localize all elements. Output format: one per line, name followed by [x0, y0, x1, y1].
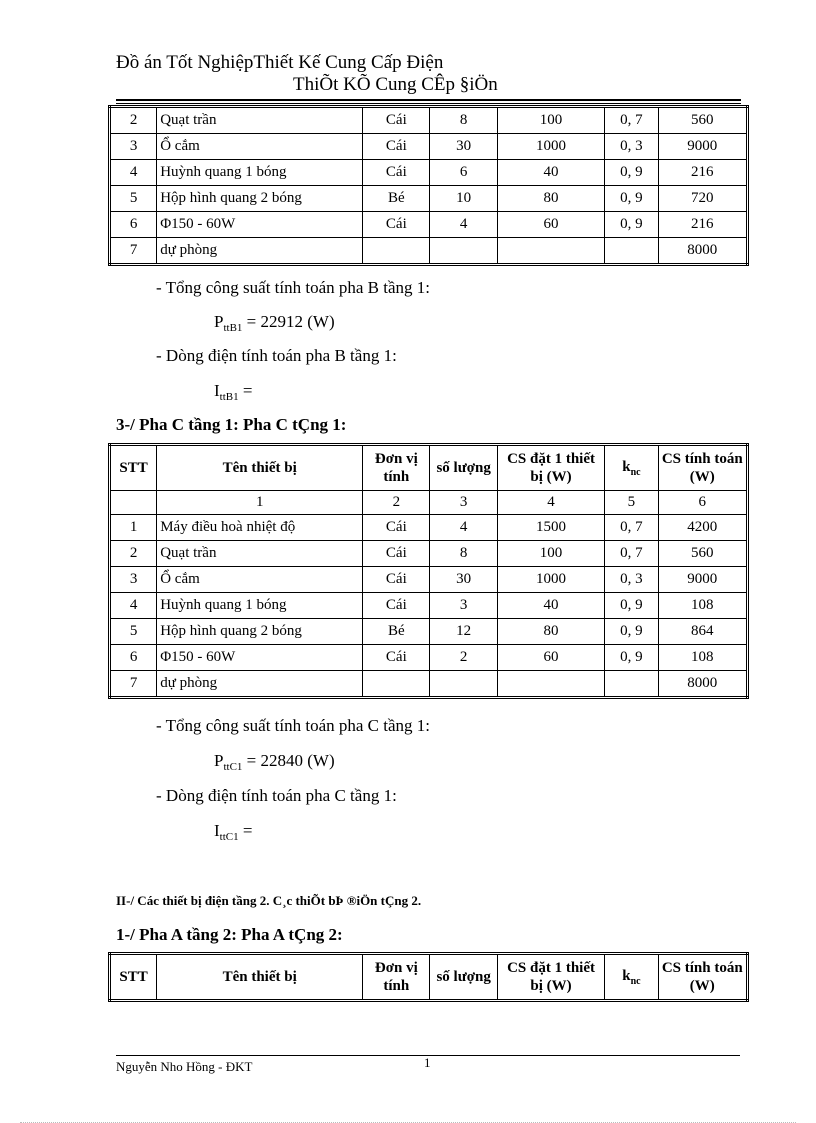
table-row: [110, 212, 748, 238]
table-cell: Cái: [363, 645, 430, 671]
table-cell: 4: [430, 515, 497, 541]
header-cs-dat: CS đặt 1 thiết bị (W): [497, 445, 605, 491]
table-cell: 4: [430, 212, 497, 238]
table-cell: 6: [110, 645, 157, 671]
header-qty: số lượng: [430, 445, 497, 491]
table-cell: 0, 3: [605, 134, 658, 160]
table-cell: Cái: [363, 541, 430, 567]
table-cell: [363, 671, 430, 698]
table-cell: Cái: [363, 160, 430, 186]
table-cell: 100: [497, 107, 605, 134]
table-row: [110, 645, 748, 671]
table-cell: 0, 9: [605, 645, 658, 671]
phase-a-floor2-table: [108, 952, 749, 1002]
table-cell: Φ150 - 60W: [157, 645, 363, 671]
header-knc: $k_{nc}$: [605, 954, 658, 1001]
table-cell: Cái: [363, 593, 430, 619]
table-cell: 2: [110, 107, 157, 134]
phase-b-power-value: $P_{ttB1} = 22912$ (W): [214, 312, 335, 334]
table-cell: 3: [110, 567, 157, 593]
table-cell: 8000: [658, 671, 747, 698]
column-number: 5: [605, 491, 658, 515]
table-cell: 80: [497, 619, 605, 645]
table-cell: [605, 671, 658, 698]
table-cell: 0, 9: [605, 619, 658, 645]
table-row: [110, 515, 748, 541]
table-cell: Bé: [363, 619, 430, 645]
table-cell: 8: [430, 107, 497, 134]
table-cell: 7: [110, 238, 157, 265]
table-cell: Huỳnh quang 1 bóng: [157, 593, 363, 619]
header-cs-dat: CS đặt 1 thiết bị (W): [497, 954, 605, 1001]
table-row: [110, 593, 748, 619]
table-cell: [497, 671, 605, 698]
table-cell: 1000: [497, 134, 605, 160]
table-cell: 216: [658, 160, 747, 186]
table-cell: 5: [110, 186, 157, 212]
phase-b-current-value: $I_{ttB1}$ =: [214, 381, 253, 403]
table-row: [110, 186, 748, 212]
table-cell: 100: [497, 541, 605, 567]
table-cell: 8000: [658, 238, 747, 265]
table-cell: Bé: [363, 186, 430, 212]
table-cell: Ổ cắm: [157, 567, 363, 593]
header-rule-thin: [116, 103, 741, 104]
table-cell: Cái: [363, 515, 430, 541]
table-cell: Cái: [363, 212, 430, 238]
table-cell: 1: [110, 515, 157, 541]
table-cell: Huỳnh quang 1 bóng: [157, 160, 363, 186]
table-cell: 60: [497, 645, 605, 671]
column-number: 1: [157, 491, 363, 515]
table-cell: 3: [110, 134, 157, 160]
table-cell: 0, 7: [605, 107, 658, 134]
table-cell: 40: [497, 160, 605, 186]
header-stt: STT: [110, 954, 157, 1001]
table-cell: [430, 671, 497, 698]
table-cell: 10: [430, 186, 497, 212]
phase-c-floor1-table: [108, 443, 749, 699]
table-cell: Ổ cắm: [157, 134, 363, 160]
table-cell: Cái: [363, 567, 430, 593]
table-header-row: [110, 954, 748, 1001]
document-header-subtitle: ThiÕt KÕ Cung CÊp §iÖn: [293, 74, 498, 95]
phase-b-current-label: - Dòng điện tính toán pha B tầng 1:: [156, 346, 397, 365]
header-stt: STT: [110, 445, 157, 491]
table-cell: 5: [110, 619, 157, 645]
header-qty: số lượng: [430, 954, 497, 1001]
table-cell: 9000: [658, 567, 747, 593]
table-cell: 108: [658, 645, 747, 671]
column-number: 3: [430, 491, 497, 515]
table-cell: 1500: [497, 515, 605, 541]
table-cell: 40: [497, 593, 605, 619]
document-header-title: Đồ án Tốt NghiệpThiết Kế Cung Cấp Điện: [116, 52, 444, 73]
table-cell: 80: [497, 186, 605, 212]
column-number: 6: [658, 491, 747, 515]
table-cell: 0, 7: [605, 515, 658, 541]
header-name: Tên thiết bị: [157, 954, 363, 1001]
header-unit: Đơn vị tính: [363, 954, 430, 1001]
table-cell: [497, 238, 605, 265]
table-cell: 108: [658, 593, 747, 619]
table-header-row: [110, 445, 748, 491]
table-row: [110, 238, 748, 265]
table-row: [110, 671, 748, 698]
table-cell: 30: [430, 134, 497, 160]
table-cell: [605, 238, 658, 265]
table-cell: 0, 3: [605, 567, 658, 593]
table-cell: 1000: [497, 567, 605, 593]
table-cell: 0, 9: [605, 160, 658, 186]
column-number-row: [110, 491, 748, 515]
header-cs-tinh: CS tính toán (W): [658, 445, 747, 491]
phase-c-current-value: $I_{ttC1}$ =: [214, 821, 253, 843]
table-cell: Cái: [363, 107, 430, 134]
table-cell: 12: [430, 619, 497, 645]
table-cell: Φ150 - 60W: [157, 212, 363, 238]
column-number: 4: [497, 491, 605, 515]
page-number: 1: [424, 1055, 431, 1070]
table-row: [110, 160, 748, 186]
table-row: [110, 619, 748, 645]
table-cell: 864: [658, 619, 747, 645]
table-cell: 216: [658, 212, 747, 238]
table-cell: 60: [497, 212, 605, 238]
header-unit: Đơn vị tính: [363, 445, 430, 491]
table-cell: 0, 9: [605, 593, 658, 619]
column-number: 2: [363, 491, 430, 515]
section-ii-heading: II-/ Các thiết bị điện tầng 2. C¸c thiÕt bÞ ®iÖn tÇng 2.: [116, 893, 422, 908]
table-cell: [430, 238, 497, 265]
table-cell: 4: [110, 160, 157, 186]
table-row: [110, 567, 748, 593]
table-cell: 7: [110, 671, 157, 698]
table-cell: 0, 7: [605, 541, 658, 567]
table-row: [110, 107, 748, 134]
table-cell: 0, 9: [605, 212, 658, 238]
phase-c-total-label: - Tổng công suất tính toán pha C tầng 1:: [156, 716, 431, 735]
table-cell: 3: [430, 593, 497, 619]
table-cell: [110, 491, 157, 515]
header-cs-tinh: CS tính toán (W): [658, 954, 747, 1001]
footer-author: Nguyễn Nho Hồng - ĐKT: [116, 1059, 253, 1074]
table-row: [110, 541, 748, 567]
table-row: [110, 134, 748, 160]
table-cell: Quạt trần: [157, 107, 363, 134]
table-cell: Cái: [363, 134, 430, 160]
table-cell: Máy điều hoà nhiệt độ: [157, 515, 363, 541]
phase-b-total-label: - Tổng công suất tính toán pha B tầng 1:: [156, 278, 431, 297]
table-cell: [363, 238, 430, 265]
header-knc: $k_{nc}$: [605, 445, 658, 491]
table-cell: 560: [658, 541, 747, 567]
table-cell: 4200: [658, 515, 747, 541]
table-cell: 2: [430, 645, 497, 671]
table-cell: 720: [658, 186, 747, 212]
header-rule: [116, 99, 741, 101]
phase-b-floor1-table: [108, 105, 749, 266]
header-name: Tên thiết bị: [157, 445, 363, 491]
table-cell: 2: [110, 541, 157, 567]
table-cell: Quạt trần: [157, 541, 363, 567]
phase-c-power-value: $P_{ttC1} = 22840$ (W): [214, 751, 335, 773]
table-cell: Hộp hình quang 2 bóng: [157, 186, 363, 212]
table-cell: 8: [430, 541, 497, 567]
phase-c-current-label: - Dòng điện tính toán pha C tầng 1:: [156, 786, 397, 805]
section-phase-c-heading: 3-/ Pha C tầng 1: Pha C tÇng 1:: [116, 415, 347, 434]
table-cell: 4: [110, 593, 157, 619]
table-cell: dự phòng: [157, 671, 363, 698]
table-cell: dự phòng: [157, 238, 363, 265]
table-cell: 0, 9: [605, 186, 658, 212]
table-cell: 9000: [658, 134, 747, 160]
table-cell: 6: [110, 212, 157, 238]
table-cell: Hộp hình quang 2 bóng: [157, 619, 363, 645]
table-cell: 560: [658, 107, 747, 134]
section-phase-a2-heading: 1-/ Pha A tầng 2: Pha A tÇng 2:: [116, 925, 343, 944]
table-cell: 30: [430, 567, 497, 593]
table-cell: 6: [430, 160, 497, 186]
